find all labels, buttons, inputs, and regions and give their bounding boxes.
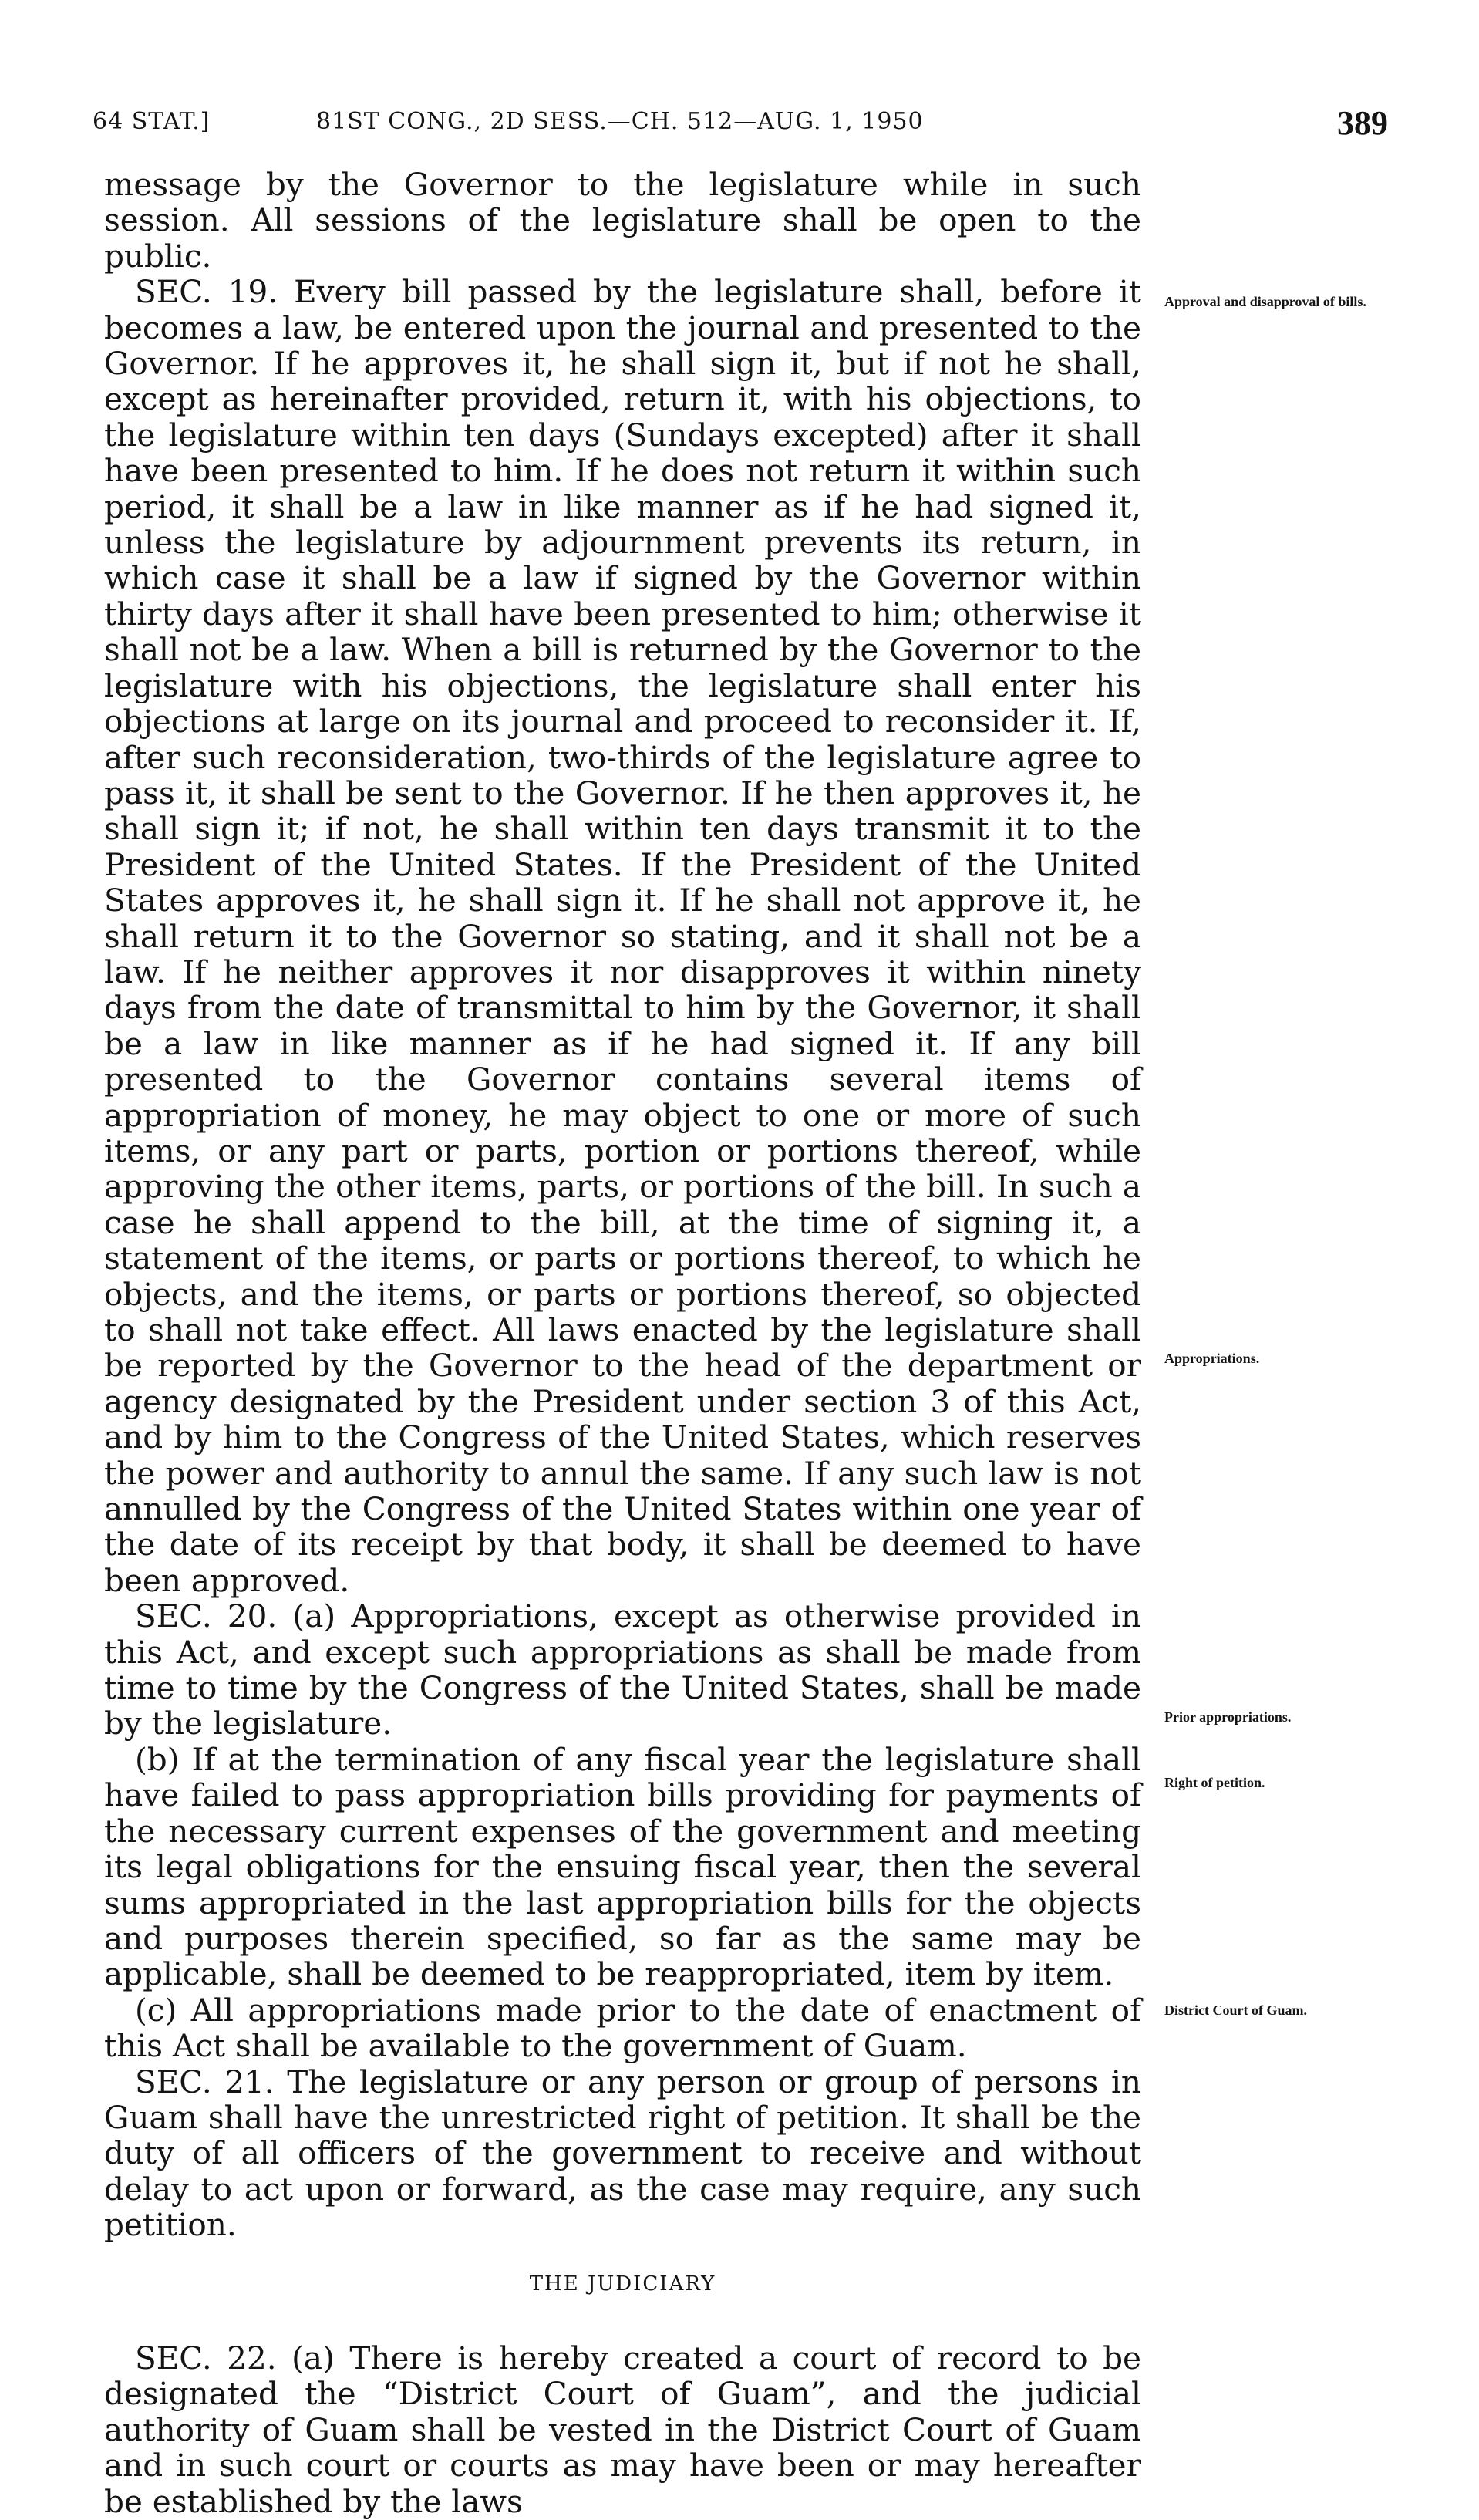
session-chapter-date: 81ST CONG., 2D SESS.—CH. 512—AUG. 1, 1950 xyxy=(316,108,924,135)
margin-note-right-of-petition: Right of petition. xyxy=(1164,1775,1265,1790)
margin-note-district-court: District Court of Guam. xyxy=(1164,2002,1307,2018)
margin-note-approval: Approval and disapproval of bills. xyxy=(1164,294,1366,309)
paragraph-sec-20a: SEC. 20. (a) Appropriations, except as otherwise provided in this Act, and except such appropriations as shall be made from time to time by the Congress of the United States, shall be made by the legislature. xyxy=(104,1597,1141,1742)
page-header xyxy=(93,104,1388,162)
margin-note-prior-appropriations: Prior appropriations. xyxy=(1164,1709,1292,1725)
margin-note-appropriations: Appropriations. xyxy=(1164,1351,1260,1366)
paragraph-sec-19: SEC. 19. Every bill passed by the legislature shall, before it becomes a law, be entered upon the journal and presented to the Governor. If he approves it, he shall sign it, but if not he shall, except as hereinafter provided, return it, with his objections, to the legislature within ten days (Sundays excepted) after it shall have been presented to him. If he does not return it within such period, it shall be a law in like manner as if he had signed it, unless the legislature by adjournment prevents its return, in which case it shall be a law if signed by the Governor within thirty days after it shall have been presented to him; otherwise it shall not be a law. When a bill is returned by the Governor to the legislature with his objections, the legislature shall enter his objections at large on its journal and proceed to reconsider it. If, after such reconsideration, two-thirds of the legislature agree to pass it, it shall be sent to the Governor. If he then approves it, he shall sign it; if not, he shall within ten days transmit it to the President of the United States. If the President of the United States approves it, he shall sign it. If he shall not approve it, he shall return it to the Governor so stating, and it shall not be a law. If he neither approves it nor disapproves it within ninety days from the date of transmittal to him by the Governor, it shall be a law in like manner as if he had signed it. If any bill presented to the Governor contains several items of appropriation of money, he may object to one or more of such items, or any part or parts, portion or portions thereof, while approving the other items, parts, or portions of the bill. In such a case he shall append to the bill, at the time of signing it, a statement of the items, or parts or portions thereof, to which he objects, and the items, or parts or portions thereof, so objected to shall not take effect. All laws enacted by the legislature shall be reported by the Governor to the head of the department or agency designated by the President under section 3 of this Act, and by him to the Congress of the United States, which reserves the power and authority to annul the same. If any such law is not annulled by the Congress of the United States within one year of the date of its receipt by that body, it shall be deemed to have been approved. xyxy=(104,273,1141,1599)
paragraph-sec-21: SEC. 21. The legislature or any person or group of persons in Guam shall have the unrestricted right of petition. It shall be the duty of all officers of the government to receive and without delay to act upon or forward, as the case may require, any such petition. xyxy=(104,2063,1141,2244)
volume-reference: 64 STAT.] xyxy=(93,108,211,135)
section-heading-judiciary: THE JUDICIARY xyxy=(529,2272,716,2296)
page-number: 389 xyxy=(1337,104,1388,142)
paragraph-sec-20b: (b) If at the termination of any fiscal year the legislature shall have failed to pass appropriation bills providing for payments of the necessary current expenses of the government and meeting its legal obligations for the ensuing fiscal year, then the several sums appropriated in the last appropriation bills for the objects and purposes therein specified, so far as the same may be applicable, shall be deemed to be reappropriated, item by item. xyxy=(104,1740,1141,1993)
paragraph-sec-20c: (c) All appropriations made prior to the date of enactment of this Act shall be available to the government of Guam. xyxy=(104,1991,1141,2065)
paragraph-session-message: message by the Governor to the legislature while in such session. All sessions of the legislature shall be open to the public. xyxy=(104,166,1141,275)
main-text-column xyxy=(104,167,1141,2519)
paragraph-sec-22a: SEC. 22. (a) There is hereby created a court of record to be designated the “District Court of Guam”, and the judicial authority of Guam shall be vested in the District Court of Guam and in such court or courts as may have been or may hereafter be established by the laws xyxy=(104,2339,1141,2520)
